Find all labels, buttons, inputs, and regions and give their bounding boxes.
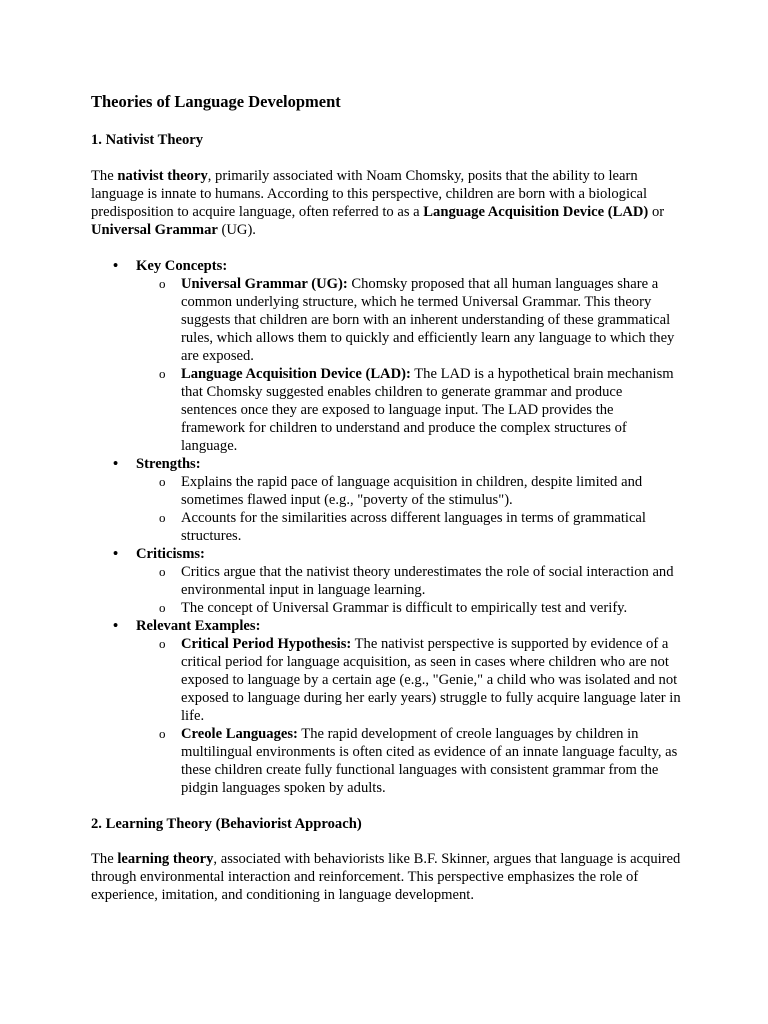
sub-bullet-item bbox=[136, 275, 681, 365]
bullet-icon: • bbox=[113, 258, 119, 274]
sub-bullet-list bbox=[136, 473, 691, 545]
sub-bullet-icon: o bbox=[159, 276, 166, 291]
sub-bullet-text: The rapid development of creole languages by children in multilingual environments is often cited as evidence of an innate language faculty, as these children create fully functional languages with consistent grammar from the pidgin languages spoken by adults. bbox=[181, 726, 678, 796]
sub-bullet-list bbox=[136, 563, 691, 617]
bullet-group-label: Criticisms: bbox=[136, 546, 205, 562]
intro-run: (UG). bbox=[217, 222, 256, 238]
sub-bullet-icon: o bbox=[159, 564, 166, 579]
bullet-group-label: Relevant Examples: bbox=[136, 618, 261, 634]
bullet-icon: • bbox=[113, 546, 119, 562]
bullet-icon: • bbox=[113, 618, 119, 634]
sub-bullet-item bbox=[136, 563, 681, 599]
sub-bullet-item bbox=[136, 473, 681, 509]
sub-bullet-icon: o bbox=[159, 600, 166, 615]
intro-run-bold: learning theory bbox=[117, 851, 214, 867]
sub-bullet-list bbox=[136, 635, 691, 797]
sub-bullet-term: Language Acquisition Device (LAD): bbox=[181, 366, 411, 382]
nativist-bullet-list bbox=[91, 257, 691, 797]
bullet-group bbox=[91, 617, 691, 797]
sub-bullet-term: Creole Languages: bbox=[181, 726, 298, 742]
sub-bullet-text: Accounts for the similarities across different languages in terms of grammatical structures. bbox=[181, 510, 646, 544]
sub-bullet-text: The concept of Universal Grammar is difficult to empirically test and verify. bbox=[181, 600, 628, 616]
section-1-intro bbox=[91, 167, 681, 239]
intro-run: , primarily associated with Noam Chomsky, posits that the ability to learn language is innate to humans. According to this perspective, children are born with a biological predisposition to acquire language, often referred to as a bbox=[91, 168, 648, 220]
intro-run: The bbox=[91, 851, 118, 867]
intro-run-bold: nativist theory bbox=[117, 168, 208, 184]
sub-bullet-item bbox=[136, 599, 681, 617]
bullet-group-label: Strengths: bbox=[136, 456, 201, 472]
sub-bullet-icon: o bbox=[159, 510, 166, 525]
intro-run-bold: Language Acquisition Device (LAD) bbox=[423, 204, 649, 220]
section-2-intro bbox=[91, 850, 681, 904]
sub-bullet-icon: o bbox=[159, 474, 166, 489]
sub-bullet-icon: o bbox=[159, 366, 166, 381]
sub-bullet-icon: o bbox=[159, 726, 166, 741]
sub-bullet-text: The nativist perspective is supported by evidence of a critical period for language acquisition, as seen in cases where children who are not exposed to language by a certain age (e.g., "Genie," a child who was isolated and not exposed to language during her early years) struggle to fully acquire language later in life. bbox=[181, 636, 681, 724]
intro-run: The bbox=[91, 168, 118, 184]
sub-bullet-term: Universal Grammar (UG): bbox=[181, 276, 348, 292]
sub-bullet-item bbox=[136, 509, 681, 545]
sub-bullet-icon: o bbox=[159, 636, 166, 651]
bullet-icon: • bbox=[113, 456, 119, 472]
bullet-group bbox=[91, 545, 691, 617]
sub-bullet-list bbox=[136, 275, 691, 455]
intro-run: , associated with behaviorists like B.F. Skinner, argues that language is acquired through environmental interaction and reinforcement. This perspective emphasizes the role of experience, imitation, and conditioning in language development. bbox=[91, 851, 681, 903]
document-title: Theories of Language Development bbox=[91, 92, 341, 111]
intro-run-bold: Universal Grammar bbox=[91, 222, 218, 238]
sub-bullet-text: Explains the rapid pace of language acquisition in children, despite limited and sometimes flawed input (e.g., "poverty of the stimulus"). bbox=[181, 474, 643, 508]
sub-bullet-text: Critics argue that the nativist theory underestimates the role of social interaction and environmental input in language learning. bbox=[181, 564, 674, 598]
sub-bullet-text: Chomsky proposed that all human languages share a common underlying structure, which he termed Universal Grammar. This theory suggests that children are born with an inherent understanding of these grammatical rules, which allows them to quickly and efficiently learn any language to which they are exposed. bbox=[181, 276, 675, 364]
sub-bullet-term: Critical Period Hypothesis: bbox=[181, 636, 352, 652]
sub-bullet-item bbox=[136, 635, 681, 725]
sub-bullet-item bbox=[136, 725, 681, 797]
section-2-heading: 2. Learning Theory (Behaviorist Approach) bbox=[91, 816, 362, 832]
bullet-group bbox=[91, 257, 691, 455]
sub-bullet-text: The LAD is a hypothetical brain mechanism that Chomsky suggested enables children to generate grammar and produce sentences once they are exposed to language input. The LAD provides the framework for children to understand and produce the complex structures of language. bbox=[181, 366, 674, 454]
section-1-heading: 1. Nativist Theory bbox=[91, 132, 204, 148]
bullet-group-label: Key Concepts: bbox=[136, 258, 228, 274]
bullet-group bbox=[91, 455, 691, 545]
sub-bullet-item bbox=[136, 365, 681, 455]
intro-run: or bbox=[648, 204, 665, 220]
